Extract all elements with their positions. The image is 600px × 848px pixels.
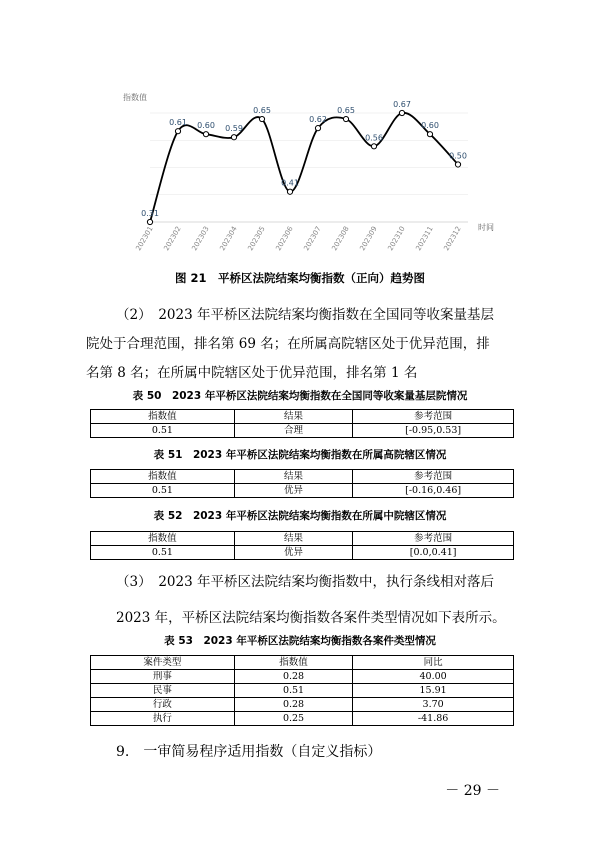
table-header-cell: 结果 [234,470,352,484]
table-cell: -41.86 [353,712,514,726]
table-cell: 0.51 [234,684,352,698]
table-header-cell: 参考范围 [353,532,514,546]
data-label: 0.31 [141,209,159,218]
data-label: 0.50 [449,151,467,161]
table-cell: 刑事 [91,670,235,684]
table-row [91,670,514,684]
data-label: 0.59 [225,124,243,134]
table52-caption: 表 52 2023 年平桥区法院结案均衡指数在所属中院辖区情况 [153,510,447,522]
x-tick-label: 202306 [274,225,295,253]
table53-caption: 表 53 2023 年平桥区法院结案均衡指数各案件类型情况 [164,635,436,647]
para3-line2: 2023 年，平桥区法院结案均衡指数各案件类型情况如下表所示。 [116,610,506,626]
table-cell: 优异 [234,546,352,560]
table-cell: 0.51 [91,546,235,560]
table-header-cell: 指数值 [234,656,352,670]
data-label: 0.65 [337,106,355,116]
data-point [175,129,180,134]
para2-line1: （2） 2023 年平桥区法院结案均衡指数在全国同等收案量基层 [116,307,494,323]
table-header-row [91,410,514,424]
x-tick-label: 202301 [134,225,155,253]
table-header-cell: 参考范围 [353,470,514,484]
data-point [259,116,264,121]
para2-line2: 院处于合理范围，排名第 69 名；在所属高院辖区处于优异范围，排 [86,336,490,352]
x-tick-label: 202304 [218,225,239,253]
table51-caption: 表 51 2023 年平桥区法院结案均衡指数在所属高院辖区情况 [153,449,447,461]
table-cell: [0.0,0.41] [353,546,514,560]
table-cell: 行政 [91,698,235,712]
page-number: － 29 － [445,783,500,799]
data-label: 0.60 [421,121,439,131]
table-header-row [91,470,514,484]
data-label: 0.60 [197,121,215,131]
x-tick-label: 202310 [386,225,407,253]
table-row [91,698,514,712]
x-tick-label: 202312 [442,225,463,253]
x-tick-label: 202305 [246,225,267,253]
table-header-row [91,532,514,546]
data-label: 0.56 [365,133,383,143]
table52 [90,531,514,560]
table-cell: 40.00 [353,670,514,684]
table-cell: 0.28 [234,670,352,684]
table-cell: 民事 [91,684,235,698]
x-tick-label: 202309 [358,225,379,253]
x-axis-label: 时间 [478,223,494,232]
data-point [147,219,152,224]
table-cell: [-0.95,0.53] [353,424,514,438]
table-header-cell: 指数值 [91,470,235,484]
data-point [427,132,432,137]
table50 [90,409,514,438]
table-row [91,712,514,726]
table-header-cell: 参考范围 [353,410,514,424]
table-row [91,546,514,560]
table51 [90,469,514,498]
table-row [91,424,514,438]
data-label: 0.41 [281,178,299,188]
data-point [455,162,460,167]
table-cell: 0.25 [234,712,352,726]
table50-caption: 表 50 2023 年平桥区法院结案均衡指数在全国同等收案量基层院情况 [132,390,468,402]
data-point [315,126,320,131]
table-cell: 0.51 [91,424,235,438]
section9-heading: 9. 一审简易程序适用指数（自定义指标） [116,744,382,760]
table-cell: 执行 [91,712,235,726]
para2-line3: 名第 8 名；在所属中院辖区处于优异范围，排名第 1 名 [86,365,418,381]
table-header-cell: 案件类型 [91,656,235,670]
table-header-row [91,656,514,670]
para3-line1: （3） 2023 年平桥区法院结案均衡指数中，执行条线相对落后 [116,574,494,590]
data-point [203,132,208,137]
table-header-cell: 指数值 [91,410,235,424]
table-header-cell: 结果 [234,410,352,424]
data-point [343,116,348,121]
table-row [91,684,514,698]
data-point [231,135,236,140]
figure-caption: 图 21 平桥区法院结案均衡指数（正向）趋势图 [174,271,425,285]
table-cell: [-0.16,0.46] [353,484,514,498]
x-tick-label: 202303 [190,225,211,253]
x-tick-label: 202307 [302,225,323,253]
table-header-cell: 指数值 [91,532,235,546]
data-label: 0.65 [253,106,271,116]
x-tick-label: 202311 [414,225,435,253]
data-point [287,189,292,194]
data-label: 0.67 [393,100,411,109]
data-point [371,144,376,149]
table-cell: 合理 [234,424,352,438]
y-axis-label: 指数值 [123,93,147,102]
table-row [91,484,514,498]
x-tick-label: 202308 [330,225,351,253]
table-header-cell: 结果 [234,532,352,546]
data-label: 0.61 [169,118,187,128]
x-tick-label: 202302 [162,225,183,253]
table-cell: 3.70 [353,698,514,712]
table-cell: 0.51 [91,484,235,498]
data-point [399,110,404,115]
table-header-cell: 同比 [353,656,514,670]
trend-line-chart [118,88,498,260]
table-cell: 15.91 [353,684,514,698]
table53 [90,655,514,726]
table-cell: 0.28 [234,698,352,712]
table-cell: 优异 [234,484,352,498]
data-label: 0.62 [309,115,327,125]
